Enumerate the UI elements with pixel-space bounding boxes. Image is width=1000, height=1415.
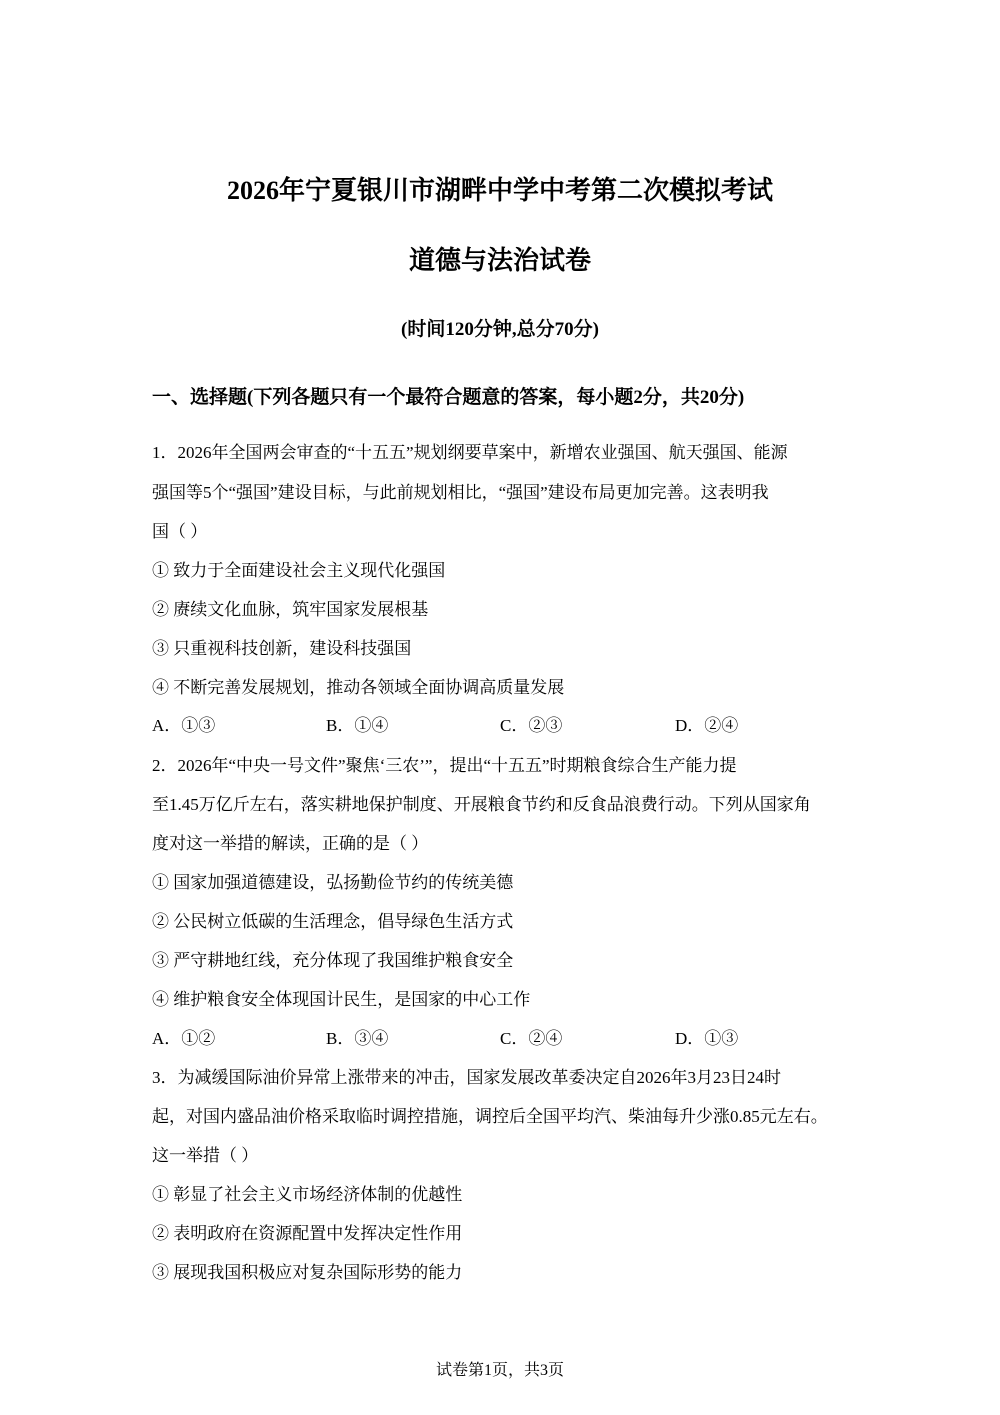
question-2-option-b[interactable]: B．③④ [326,1029,389,1048]
question-1-stem-line-1: 1．2026年全国两会审查的“十五五”规划纲要草案中，新增农业强国、航天强国、能源 [152,443,788,462]
question-1-option-a[interactable]: A．①③ [152,716,216,735]
question-1-stem-line-2: 强国等5个“强国”建设目标，与此前规划相比，“强国”建设布局更加完善。这表明我 [152,483,769,502]
question-1-item-3: ③ 只重视科技创新，建设科技强国 [152,639,412,658]
page-footer: 试卷第1页，共3页 [435,1362,564,1379]
question-1-option-c[interactable]: C．②③ [500,716,563,735]
section-heading: 一、选择题(下列各题只有一个最符合题意的答案，每小题2分，共20分) [152,387,745,408]
question-3-item-3: ③ 展现我国积极应对复杂国际形势的能力 [152,1263,463,1282]
question-2-item-2: ② 公民树立低碳的生活理念，倡导绿色生活方式 [152,912,514,931]
question-3-stem-line-3: 这一举措（ ） [152,1146,259,1165]
question-2-stem-line-3: 度对这一举措的解读，正确的是（ ） [152,834,429,853]
question-3-item-1: ① 彰显了社会主义市场经济体制的优越性 [152,1185,463,1204]
question-2-item-1: ① 国家加强道德建设，弘扬勤俭节约的传统美德 [152,873,514,892]
question-1-item-2: ② 赓续文化血脉，筑牢国家发展根基 [152,600,429,619]
question-2-stem-line-1: 2．2026年“中央一号文件”聚焦‘三农’”，提出“十五五”时期粮食综合生产能力提 [152,756,737,775]
question-3-stem-line-2: 起，对国内盛品油价格采取临时调控措施，调控后全国平均汽、柴油每升少涨0.85元左右。 [152,1107,828,1126]
question-1-stem-line-3: 国（ ） [152,522,208,541]
question-3-item-2: ② 表明政府在资源配置中发挥决定性作用 [152,1224,463,1243]
question-1-item-4: ④ 不断完善发展规划，推动各领域全面协调高质量发展 [152,678,565,697]
question-1-option-b[interactable]: B．①④ [326,716,389,735]
question-2-option-d[interactable]: D．①③ [675,1029,739,1048]
question-1-option-d[interactable]: D．②④ [675,716,739,735]
question-1-item-1: ① 致力于全面建设社会主义现代化强国 [152,561,446,580]
exam-subject: 道德与法治试卷 [408,246,591,275]
question-2-item-4: ④ 维护粮食安全体现国计民生，是国家的中心工作 [152,990,531,1009]
question-3-stem-line-1: 3．为减缓国际油价异常上涨带来的冲击，国家发展改革委决定自2026年3月23日24时 [152,1068,781,1087]
exam-time-info: (时间120分钟,总分70分) [401,319,599,340]
question-2-stem-line-2: 至1.45万亿斤左右，落实耕地保护制度、开展粮食节约和反食品浪费行动。下列从国家角 [152,795,811,814]
exam-title: 2026年宁夏银川市湖畔中学中考第二次模拟考试 [226,176,773,205]
question-2-option-a[interactable]: A．①② [152,1029,216,1048]
question-2-option-c[interactable]: C．②④ [500,1029,563,1048]
question-2-item-3: ③ 严守耕地红线，充分体现了我国维护粮食安全 [152,951,514,970]
